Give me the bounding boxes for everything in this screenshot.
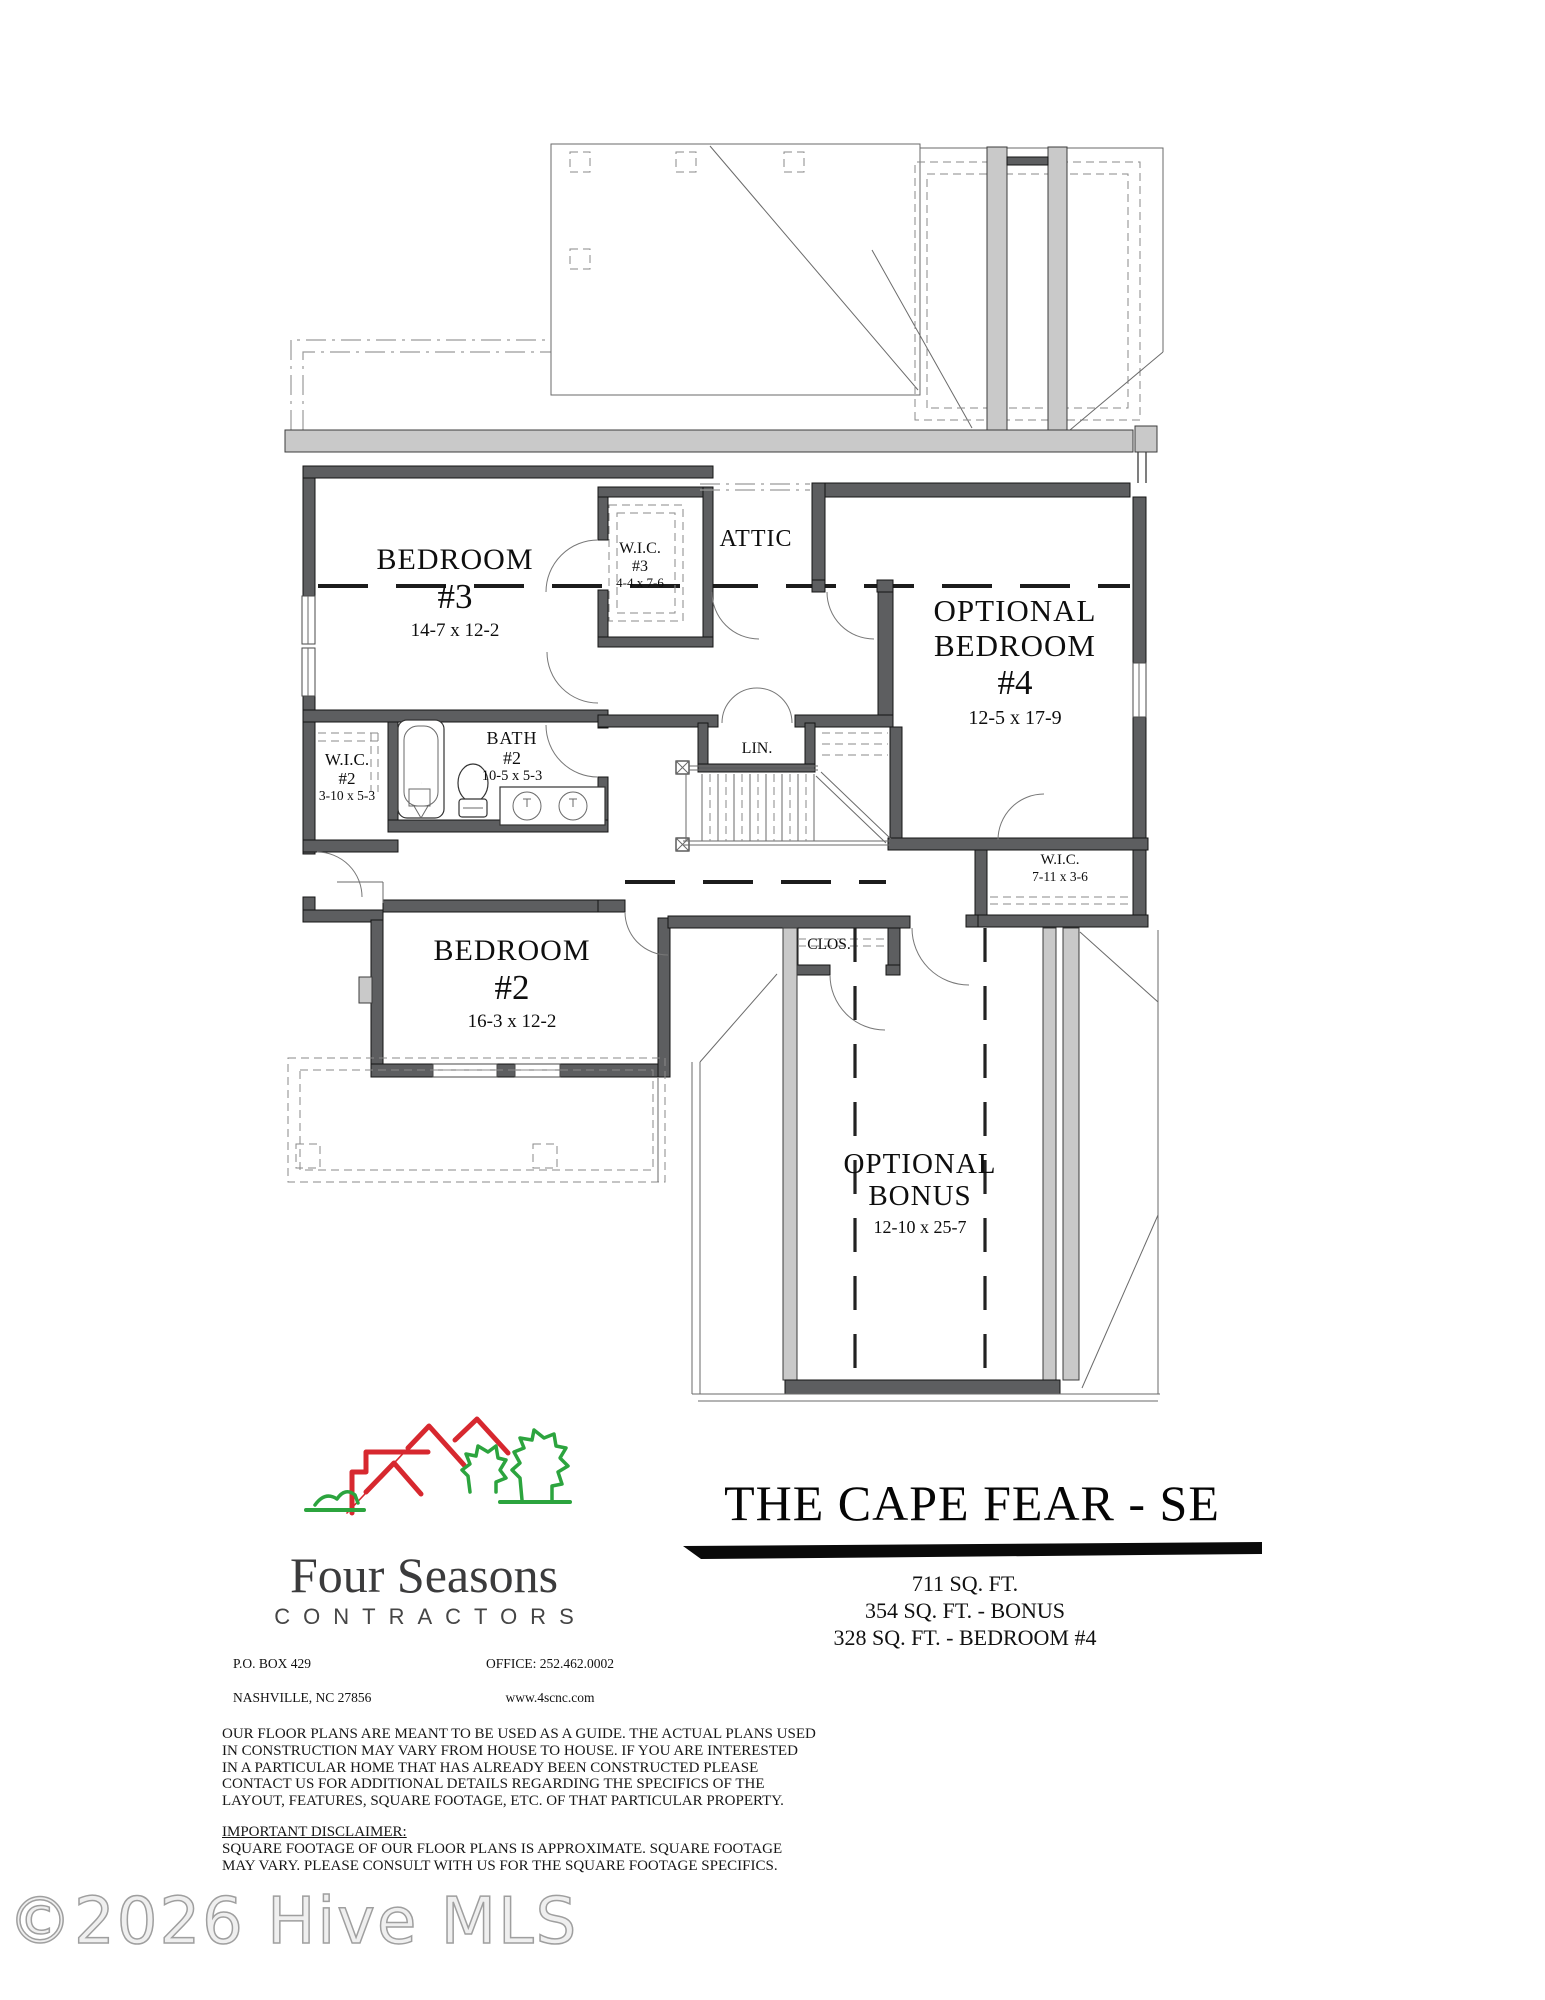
disclaimer-paragraph: OUR FLOOR PLANS ARE MEANT TO BE USED AS A GUIDE. THE ACTUAL PLANS USED IN CONSTRUCTION MAY VARY FROM HOUSE TO HOUSE. IF YOU ARE INTERESTED IN A PARTICULAR HOME THAT HAS ALREADY BEEN CONSTRUCTED PLEASE CONTACT US FOR ADDITIONAL DETAILS REGARDING THE SPECIFICS OF THE LAYOUT, FEATURES, SQUARE FOOTAGE, ETC. OF THAT PARTICULAR PROPERTY.: [222, 1726, 816, 1810]
label-wic4: W.I.C. 7-11 x 3-6: [1032, 852, 1088, 884]
logo-company-sub: CONTRACTORS: [274, 1604, 587, 1629]
logo-address: P.O. BOX 429 NASHVILLE, NC 27856: [233, 1656, 372, 1705]
label-linen: LIN.: [741, 740, 773, 757]
porch-roof-outlines: [288, 882, 1160, 1401]
square-footage-block: [833, 1570, 1096, 1651]
label-bonus: OPTIONAL BONUS 12-10 x 25-7: [843, 1148, 997, 1237]
label-bedroom2: BEDROOM #2 16-3 x 12-2: [433, 934, 591, 1032]
label-wic2: W.I.C. #2 3-10 x 5-3: [318, 750, 376, 804]
area-bedroom4: 328 SQ. FT. - BEDROOM #4: [833, 1625, 1097, 1650]
logo-graphic: [306, 1419, 570, 1513]
disclaimer-paragraph-2: SQUARE FOOTAGE OF OUR FLOOR PLANS IS APPROXIMATE. SQUARE FOOTAGE MAY VARY. PLEASE CONSULT WITH US FOR THE SQUARE FOOTAGE SPECIFICS.: [222, 1841, 783, 1874]
label-bedroom3: BEDROOM #3 14-7 x 12-2: [376, 543, 534, 641]
roof-band: [285, 147, 1157, 483]
label-bath2: BATH #2 10-5 x 5-3: [481, 728, 543, 785]
logo-website: www.4scnc.com: [505, 1690, 595, 1705]
label-wic3: W.I.C. #3 4-4 x 7-6: [616, 540, 664, 590]
roof-outlines: [291, 144, 1163, 430]
disclaimer-heading: IMPORTANT DISCLAIMER:: [222, 1824, 407, 1840]
logo-roof-icon: [347, 1419, 508, 1513]
logo-tree-icon: [306, 1430, 570, 1510]
label-closet: CLOS.: [807, 936, 851, 953]
logo-contact: OFFICE: 252.462.0002 www.4scnc.com: [486, 1656, 614, 1705]
mls-watermark: ©2026 Hive MLS: [8, 1885, 579, 1959]
area-main: 711 SQ. FT.: [911, 1571, 1019, 1596]
title-underline: [683, 1542, 1262, 1559]
logo-company-name: Four Seasons: [289, 1547, 559, 1603]
area-bonus: 354 SQ. FT. - BONUS: [864, 1598, 1066, 1623]
label-bedroom4: OPTIONAL BEDROOM #4 12-5 x 17-9: [933, 593, 1097, 729]
vanity-icon: [500, 787, 605, 825]
label-attic: ATTIC: [719, 526, 793, 552]
plan-title: THE CAPE FEAR - SE: [724, 1475, 1220, 1531]
